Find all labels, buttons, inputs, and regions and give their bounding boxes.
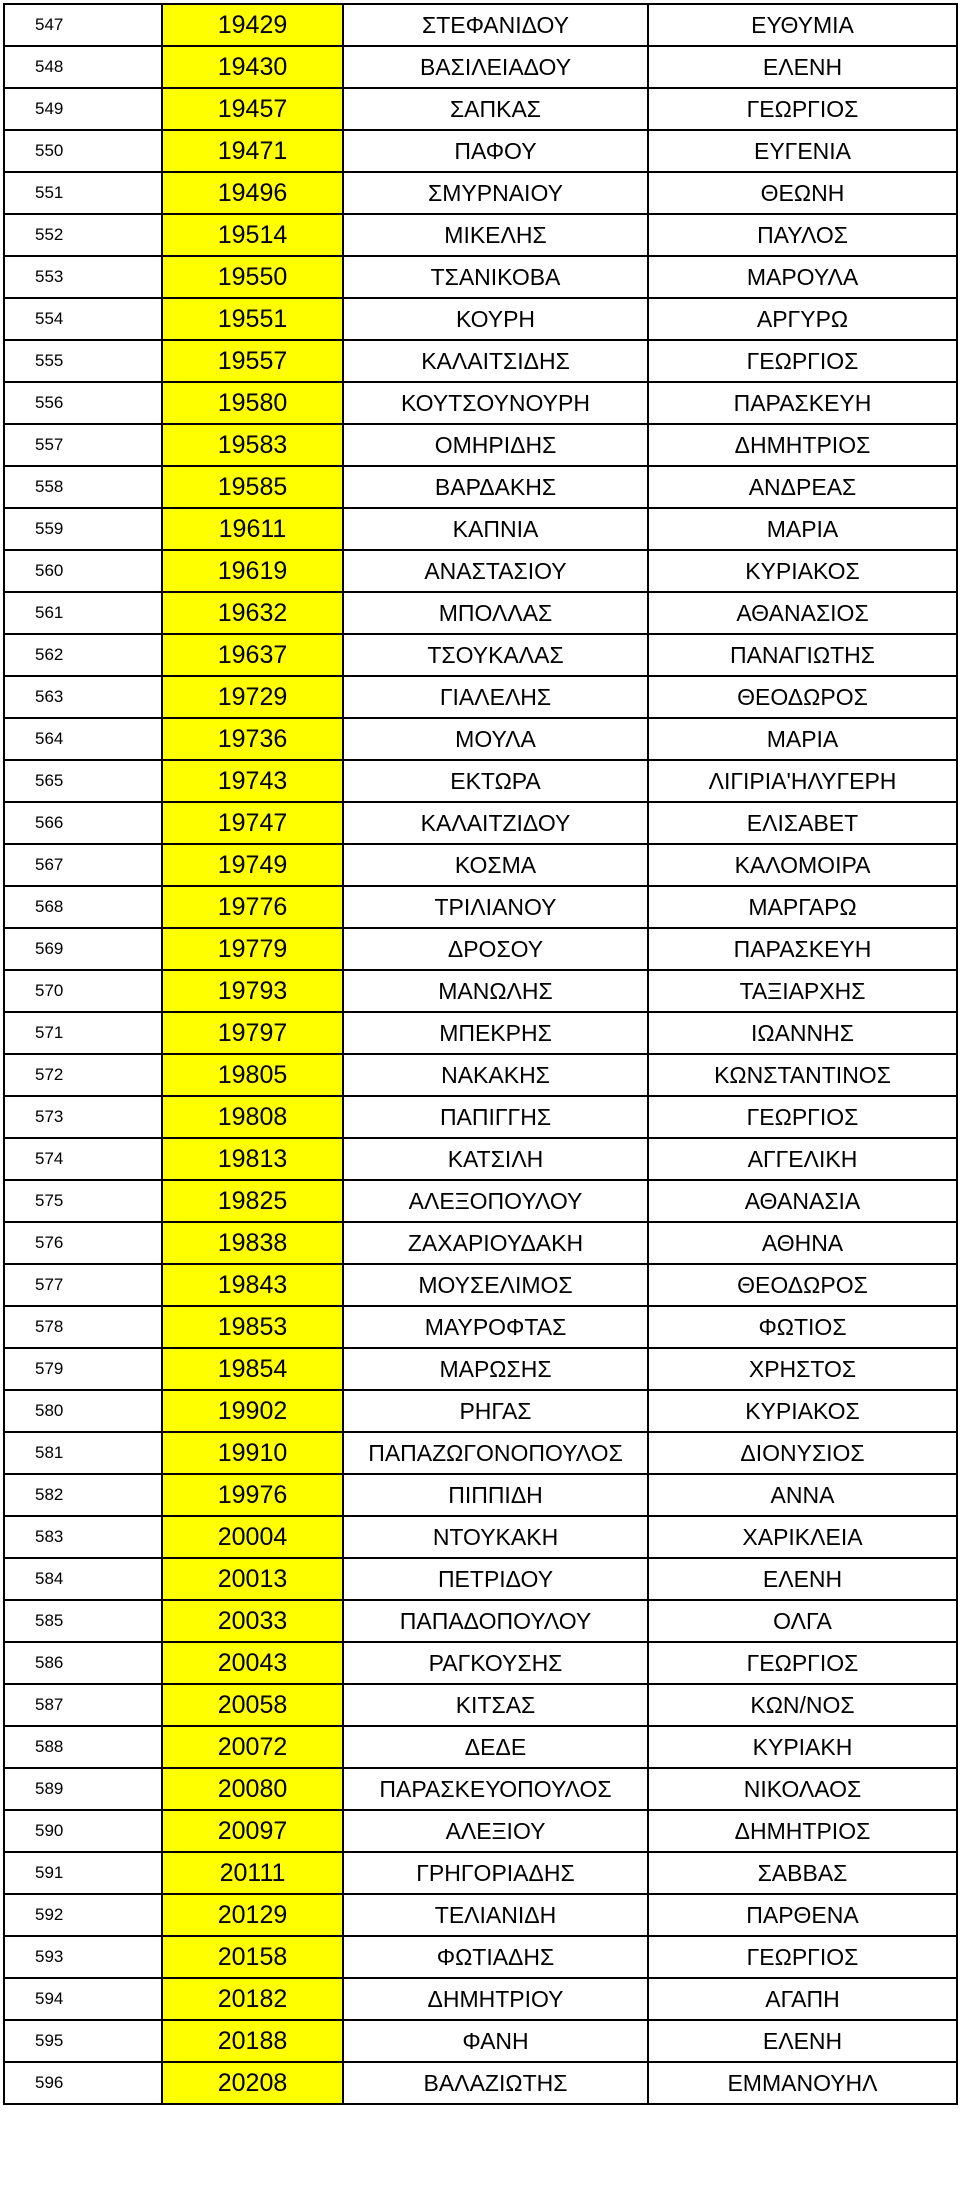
surname: ΠΑΠΙΓΓΗΣ — [343, 1096, 648, 1138]
first-name: ΑΘΑΝΑΣΙΑ — [648, 1180, 957, 1222]
surname: ΤΣΑΝΙΚΟΒΑ — [343, 256, 648, 298]
roster-body — [4, 4, 957, 2104]
surname: ΑΛΕΞΟΠΟΥΛΟΥ — [343, 1180, 648, 1222]
first-name: ΓΕΩΡΓΙΟΣ — [648, 88, 957, 130]
first-name: ΔΗΜΗΤΡΙΟΣ — [648, 1810, 957, 1852]
table-row — [4, 718, 957, 760]
applicant-code: 20182 — [162, 1978, 343, 2020]
first-name: ΜΑΡΙΑ — [648, 508, 957, 550]
applicant-code: 20080 — [162, 1768, 343, 1810]
applicant-code: 19854 — [162, 1348, 343, 1390]
row-number: 579 — [4, 1348, 162, 1390]
first-name: ΛΙΓΙΡΙΑ'ΗΛΥΓΕΡΗ — [648, 760, 957, 802]
first-name: ΕΛΕΝΗ — [648, 46, 957, 88]
table-row — [4, 1096, 957, 1138]
row-number: 557 — [4, 424, 162, 466]
applicant-code: 19838 — [162, 1222, 343, 1264]
first-name: ΕΥΘΥΜΙΑ — [648, 4, 957, 46]
applicant-code: 19430 — [162, 46, 343, 88]
surname: ΣΑΠΚΑΣ — [343, 88, 648, 130]
row-number: 585 — [4, 1600, 162, 1642]
table-row — [4, 424, 957, 466]
row-number: 563 — [4, 676, 162, 718]
row-number: 548 — [4, 46, 162, 88]
applicant-code: 19779 — [162, 928, 343, 970]
table-row — [4, 1180, 957, 1222]
table-row — [4, 634, 957, 676]
table-row — [4, 1348, 957, 1390]
applicant-code: 20111 — [162, 1852, 343, 1894]
surname: ΡΗΓΑΣ — [343, 1390, 648, 1432]
surname: ΒΑΛΑΖΙΩΤΗΣ — [343, 2062, 648, 2104]
first-name: ΕΛΙΣΑΒΕΤ — [648, 802, 957, 844]
applicant-code: 19853 — [162, 1306, 343, 1348]
first-name: ΑΓΓΕΛΙΚΗ — [648, 1138, 957, 1180]
row-number: 596 — [4, 2062, 162, 2104]
surname: ΠΑΡΑΣΚΕΥΟΠΟΥΛΟΣ — [343, 1768, 648, 1810]
surname: ΜΟΥΣΕΛΙΜΟΣ — [343, 1264, 648, 1306]
applicant-code: 19637 — [162, 634, 343, 676]
applicant-code: 19902 — [162, 1390, 343, 1432]
first-name: ΜΑΡΓΑΡΩ — [648, 886, 957, 928]
row-number: 586 — [4, 1642, 162, 1684]
first-name: ΑΝΝΑ — [648, 1474, 957, 1516]
applicant-code: 19808 — [162, 1096, 343, 1138]
table-row — [4, 1054, 957, 1096]
table-row — [4, 172, 957, 214]
row-number: 570 — [4, 970, 162, 1012]
table-row — [4, 676, 957, 718]
table-row — [4, 88, 957, 130]
table-row — [4, 1012, 957, 1054]
table-row — [4, 1264, 957, 1306]
row-number: 556 — [4, 382, 162, 424]
row-number: 572 — [4, 1054, 162, 1096]
surname: ΟΜΗΡΙΔΗΣ — [343, 424, 648, 466]
table-row — [4, 1558, 957, 1600]
surname: ΑΝΑΣΤΑΣΙΟΥ — [343, 550, 648, 592]
surname: ΜΑΥΡΟΦΤΑΣ — [343, 1306, 648, 1348]
table-row — [4, 1600, 957, 1642]
first-name: ΧΡΗΣΤΟΣ — [648, 1348, 957, 1390]
first-name: ΕΜΜΑΝΟΥΗΛ — [648, 2062, 957, 2104]
applicant-code: 19743 — [162, 760, 343, 802]
row-number: 590 — [4, 1810, 162, 1852]
surname: ΠΑΠΑΔΟΠΟΥΛΟΥ — [343, 1600, 648, 1642]
row-number: 550 — [4, 130, 162, 172]
row-number: 568 — [4, 886, 162, 928]
applicant-code: 19496 — [162, 172, 343, 214]
surname: ΚΑΤΣΙΛΗ — [343, 1138, 648, 1180]
table-row — [4, 1306, 957, 1348]
first-name: ΑΘΑΝΑΣΙΟΣ — [648, 592, 957, 634]
surname: ΝΤΟΥΚΑΚΗ — [343, 1516, 648, 1558]
surname: ΠΑΦΟΥ — [343, 130, 648, 172]
table-row — [4, 970, 957, 1012]
first-name: ΓΕΩΡΓΙΟΣ — [648, 340, 957, 382]
first-name: ΕΛΕΝΗ — [648, 1558, 957, 1600]
applicant-code: 19632 — [162, 592, 343, 634]
applicant-code: 19776 — [162, 886, 343, 928]
surname: ΚΟΣΜΑ — [343, 844, 648, 886]
applicant-code: 20208 — [162, 2062, 343, 2104]
table-row — [4, 592, 957, 634]
surname: ΚΑΠΝΙΑ — [343, 508, 648, 550]
first-name: ΚΥΡΙΑΚΟΣ — [648, 1390, 957, 1432]
applicant-code: 19729 — [162, 676, 343, 718]
table-row — [4, 928, 957, 970]
row-number: 554 — [4, 298, 162, 340]
first-name: ΚΩΝ/ΝΟΣ — [648, 1684, 957, 1726]
first-name: ΣΑΒΒΑΣ — [648, 1852, 957, 1894]
surname: ΠΙΠΠΙΔΗ — [343, 1474, 648, 1516]
first-name: ΚΑΛΟΜΟΙΡΑ — [648, 844, 957, 886]
row-number: 574 — [4, 1138, 162, 1180]
first-name: ΑΓΑΠΗ — [648, 1978, 957, 2020]
first-name: ΠΑΡΘΕΝΑ — [648, 1894, 957, 1936]
table-row — [4, 886, 957, 928]
applicant-code: 19825 — [162, 1180, 343, 1222]
surname: ΜΠΕΚΡΗΣ — [343, 1012, 648, 1054]
row-number: 583 — [4, 1516, 162, 1558]
table-row — [4, 1138, 957, 1180]
first-name: ΘΕΟΔΩΡΟΣ — [648, 676, 957, 718]
surname: ΒΑΣΙΛΕΙΑΔΟΥ — [343, 46, 648, 88]
row-number: 560 — [4, 550, 162, 592]
applicant-code: 19585 — [162, 466, 343, 508]
surname: ΠΑΠΑΖΩΓΟΝΟΠΟΥΛΟΣ — [343, 1432, 648, 1474]
applicant-code: 19583 — [162, 424, 343, 466]
row-number: 577 — [4, 1264, 162, 1306]
applicant-code: 19611 — [162, 508, 343, 550]
applicant-code: 20158 — [162, 1936, 343, 1978]
first-name: ΚΥΡΙΑΚΗ — [648, 1726, 957, 1768]
row-number: 566 — [4, 802, 162, 844]
table-row — [4, 130, 957, 172]
surname: ΖΑΧΑΡΙΟΥΔΑΚΗ — [343, 1222, 648, 1264]
first-name: ΠΑΡΑΣΚΕΥΗ — [648, 928, 957, 970]
row-number: 552 — [4, 214, 162, 256]
applicant-code: 20072 — [162, 1726, 343, 1768]
applicant-code: 19580 — [162, 382, 343, 424]
row-number: 575 — [4, 1180, 162, 1222]
surname: ΓΙΑΛΕΛΗΣ — [343, 676, 648, 718]
surname: ΜΙΚΕΛΗΣ — [343, 214, 648, 256]
row-number: 553 — [4, 256, 162, 298]
table-row — [4, 298, 957, 340]
applicant-code: 20129 — [162, 1894, 343, 1936]
row-number: 595 — [4, 2020, 162, 2062]
row-number: 567 — [4, 844, 162, 886]
first-name: ΑΝΔΡΕΑΣ — [648, 466, 957, 508]
row-number: 584 — [4, 1558, 162, 1600]
table-row — [4, 46, 957, 88]
table-row — [4, 1852, 957, 1894]
row-number: 591 — [4, 1852, 162, 1894]
surname: ΡΑΓΚΟΥΣΗΣ — [343, 1642, 648, 1684]
first-name: ΟΛΓΑ — [648, 1600, 957, 1642]
table-row — [4, 1474, 957, 1516]
applicant-code: 19976 — [162, 1474, 343, 1516]
applicant-code: 20188 — [162, 2020, 343, 2062]
table-row — [4, 1684, 957, 1726]
surname: ΑΛΕΞΙΟΥ — [343, 1810, 648, 1852]
first-name: ΕΛΕΝΗ — [648, 2020, 957, 2062]
first-name: ΦΩΤΙΟΣ — [648, 1306, 957, 1348]
applicant-code: 19797 — [162, 1012, 343, 1054]
table-row — [4, 382, 957, 424]
table-row — [4, 802, 957, 844]
first-name: ΔΗΜΗΤΡΙΟΣ — [648, 424, 957, 466]
row-number: 571 — [4, 1012, 162, 1054]
first-name: ΔΙΟΝΥΣΙΟΣ — [648, 1432, 957, 1474]
table-row — [4, 760, 957, 802]
first-name: ΘΕΟΔΩΡΟΣ — [648, 1264, 957, 1306]
surname: ΝΑΚΑΚΗΣ — [343, 1054, 648, 1096]
row-number: 593 — [4, 1936, 162, 1978]
applicant-code: 19557 — [162, 340, 343, 382]
row-number: 551 — [4, 172, 162, 214]
first-name: ΤΑΞΙΑΡΧΗΣ — [648, 970, 957, 1012]
first-name: ΑΘΗΝΑ — [648, 1222, 957, 1264]
first-name: ΝΙΚΟΛΑΟΣ — [648, 1768, 957, 1810]
table-row — [4, 1432, 957, 1474]
table-row — [4, 1978, 957, 2020]
surname: ΔΕΔΕ — [343, 1726, 648, 1768]
first-name: ΠΑΝΑΓΙΩΤΗΣ — [648, 634, 957, 676]
surname: ΦΩΤΙΑΔΗΣ — [343, 1936, 648, 1978]
row-number: 582 — [4, 1474, 162, 1516]
row-number: 558 — [4, 466, 162, 508]
first-name: ΓΕΩΡΓΙΟΣ — [648, 1936, 957, 1978]
table-row — [4, 214, 957, 256]
applicant-code: 19550 — [162, 256, 343, 298]
applicant-code: 20004 — [162, 1516, 343, 1558]
first-name: ΚΩΝΣΤΑΝΤΙΝΟΣ — [648, 1054, 957, 1096]
first-name: ΚΥΡΙΑΚΟΣ — [648, 550, 957, 592]
row-number: 564 — [4, 718, 162, 760]
surname: ΚΑΛΑΙΤΣΙΔΗΣ — [343, 340, 648, 382]
row-number: 589 — [4, 1768, 162, 1810]
table-row — [4, 508, 957, 550]
row-number: 580 — [4, 1390, 162, 1432]
applicant-code: 19813 — [162, 1138, 343, 1180]
row-number: 569 — [4, 928, 162, 970]
first-name: ΘΕΩΝΗ — [648, 172, 957, 214]
first-name: ΑΡΓΥΡΩ — [648, 298, 957, 340]
surname: ΔΗΜΗΤΡΙΟΥ — [343, 1978, 648, 2020]
first-name: ΜΑΡΟΥΛΑ — [648, 256, 957, 298]
table-row — [4, 340, 957, 382]
row-number: 588 — [4, 1726, 162, 1768]
applicant-code: 19910 — [162, 1432, 343, 1474]
table-row — [4, 550, 957, 592]
table-row — [4, 2020, 957, 2062]
applicant-code: 19805 — [162, 1054, 343, 1096]
roster-table — [3, 3, 958, 2105]
first-name: ΓΕΩΡΓΙΟΣ — [648, 1642, 957, 1684]
surname: ΣΜΥΡΝΑΙΟΥ — [343, 172, 648, 214]
table-row — [4, 1768, 957, 1810]
applicant-code: 19471 — [162, 130, 343, 172]
applicant-code: 19749 — [162, 844, 343, 886]
table-row — [4, 1936, 957, 1978]
surname: ΕΚΤΩΡΑ — [343, 760, 648, 802]
first-name: ΠΑΥΛΟΣ — [648, 214, 957, 256]
row-number: 592 — [4, 1894, 162, 1936]
surname: ΓΡΗΓΟΡΙΑΔΗΣ — [343, 1852, 648, 1894]
applicant-code: 19551 — [162, 298, 343, 340]
row-number: 547 — [4, 4, 162, 46]
applicant-code: 19429 — [162, 4, 343, 46]
row-number: 561 — [4, 592, 162, 634]
row-number: 565 — [4, 760, 162, 802]
table-row — [4, 1222, 957, 1264]
surname: ΔΡΟΣΟΥ — [343, 928, 648, 970]
table-row — [4, 4, 957, 46]
surname: ΠΕΤΡΙΔΟΥ — [343, 1558, 648, 1600]
applicant-code: 19843 — [162, 1264, 343, 1306]
surname: ΣΤΕΦΑΝΙΔΟΥ — [343, 4, 648, 46]
table-row — [4, 1894, 957, 1936]
row-number: 549 — [4, 88, 162, 130]
row-number: 576 — [4, 1222, 162, 1264]
surname: ΤΕΛΙΑΝΙΔΗ — [343, 1894, 648, 1936]
surname: ΚΙΤΣΑΣ — [343, 1684, 648, 1726]
applicant-code: 19747 — [162, 802, 343, 844]
first-name: ΠΑΡΑΣΚΕΥΗ — [648, 382, 957, 424]
surname: ΚΟΥΡΗ — [343, 298, 648, 340]
applicant-code: 20058 — [162, 1684, 343, 1726]
table-row — [4, 1726, 957, 1768]
surname: ΤΡΙΛΙΑΝΟΥ — [343, 886, 648, 928]
first-name: ΙΩΑΝΝΗΣ — [648, 1012, 957, 1054]
surname: ΤΣΟΥΚΑΛΑΣ — [343, 634, 648, 676]
first-name: ΜΑΡΙΑ — [648, 718, 957, 760]
applicant-code: 20033 — [162, 1600, 343, 1642]
table-row — [4, 1642, 957, 1684]
table-row — [4, 2062, 957, 2104]
row-number: 587 — [4, 1684, 162, 1726]
first-name: ΧΑΡΙΚΛΕΙΑ — [648, 1516, 957, 1558]
surname: ΒΑΡΔΑΚΗΣ — [343, 466, 648, 508]
first-name: ΕΥΓΕΝΙΑ — [648, 130, 957, 172]
applicant-code: 19793 — [162, 970, 343, 1012]
applicant-code: 19619 — [162, 550, 343, 592]
applicant-code: 19736 — [162, 718, 343, 760]
table-row — [4, 1516, 957, 1558]
applicant-code: 20013 — [162, 1558, 343, 1600]
applicant-code: 20097 — [162, 1810, 343, 1852]
first-name: ΓΕΩΡΓΙΟΣ — [648, 1096, 957, 1138]
table-row — [4, 256, 957, 298]
row-number: 578 — [4, 1306, 162, 1348]
row-number: 562 — [4, 634, 162, 676]
table-row — [4, 1390, 957, 1432]
table-row — [4, 844, 957, 886]
surname: ΚΑΛΑΙΤΖΙΔΟΥ — [343, 802, 648, 844]
row-number: 594 — [4, 1978, 162, 2020]
row-number: 555 — [4, 340, 162, 382]
row-number: 559 — [4, 508, 162, 550]
surname: ΦΑΝΗ — [343, 2020, 648, 2062]
row-number: 573 — [4, 1096, 162, 1138]
applicant-code: 19457 — [162, 88, 343, 130]
surname: ΜΠΟΛΛΑΣ — [343, 592, 648, 634]
surname: ΜΑΡΩΣΗΣ — [343, 1348, 648, 1390]
row-number: 581 — [4, 1432, 162, 1474]
surname: ΜΑΝΩΛΗΣ — [343, 970, 648, 1012]
applicant-code: 20043 — [162, 1642, 343, 1684]
surname: ΚΟΥΤΣΟΥΝΟΥΡΗ — [343, 382, 648, 424]
table-row — [4, 466, 957, 508]
table-row — [4, 1810, 957, 1852]
surname: ΜΟΥΛΑ — [343, 718, 648, 760]
applicant-code: 19514 — [162, 214, 343, 256]
